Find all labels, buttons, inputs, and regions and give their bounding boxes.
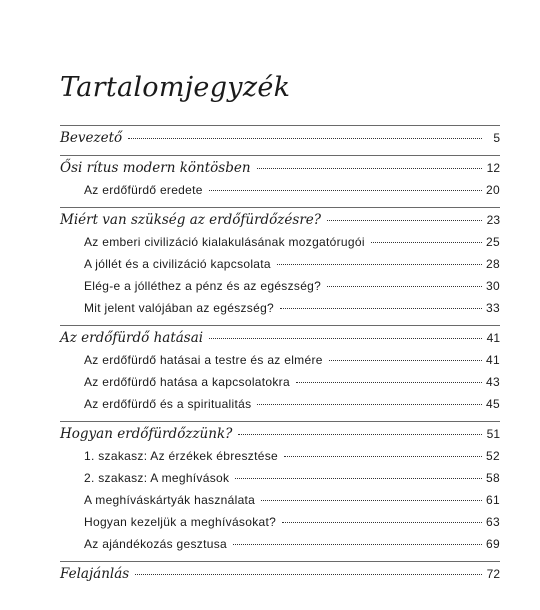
toc-page-number: 23	[486, 213, 500, 227]
toc-page-number: 58	[486, 471, 500, 485]
toc-entry-label: Miért van szükség az erdőfürdőzésre?	[60, 212, 322, 228]
toc-entry-label: Hogyan kezeljük a meghívásokat?	[84, 515, 277, 529]
toc-page-number: 52	[486, 449, 500, 463]
dot-leader	[280, 308, 482, 309]
dot-leader	[261, 500, 482, 501]
toc-chapter-entry[interactable]	[60, 563, 500, 585]
toc-page-number: 45	[486, 397, 500, 411]
toc-page-number: 51	[486, 427, 500, 441]
toc-section	[60, 207, 500, 319]
toc-page-number: 63	[486, 515, 500, 529]
toc-chapter-entry[interactable]	[60, 157, 500, 179]
toc-page-number: 12	[486, 161, 500, 175]
toc-page-number: 30	[486, 279, 500, 293]
toc-entry-label: Az erdőfürdő hatásai	[60, 330, 204, 346]
toc-page-number: 41	[486, 331, 500, 345]
toc-entry-label: Ősi rítus modern köntösben	[60, 160, 251, 176]
toc-entry-label: Az ajándékozás gesztusa	[84, 537, 227, 551]
toc-section	[60, 561, 500, 585]
dot-leader	[209, 190, 482, 191]
dot-leader	[238, 434, 482, 435]
dot-leader	[235, 478, 482, 479]
toc-entry-label: 1. szakasz: Az érzékek ébresztése	[84, 449, 278, 463]
toc-page-number: 41	[486, 353, 500, 367]
toc-entry-label: Felajánlás	[60, 566, 130, 582]
toc-entry-label: Az erdőfürdő és a spiritualitás	[84, 397, 252, 411]
toc-entry-label: A jóllét és a civilizáció kapcsolata	[84, 257, 271, 271]
toc-section	[60, 325, 500, 415]
toc-page-number: 25	[486, 235, 500, 249]
toc-subentry[interactable]	[60, 231, 500, 253]
toc-page-number: 5	[493, 131, 500, 145]
toc-entry-label: A meghíváskártyák használata	[84, 493, 256, 507]
toc-subentry[interactable]	[60, 253, 500, 275]
dot-leader	[327, 286, 482, 287]
toc-section	[60, 421, 500, 555]
toc-subentry[interactable]	[60, 297, 500, 319]
toc-page-number: 43	[486, 375, 500, 389]
toc-entry-label: Az erdőfürdő hatásai a testre és az elmére	[84, 353, 323, 367]
toc-chapter-entry[interactable]	[60, 127, 500, 149]
toc-page-number: 28	[486, 257, 500, 271]
toc-chapter-entry[interactable]	[60, 209, 500, 231]
toc-subentry[interactable]	[60, 511, 500, 533]
toc-subentry[interactable]	[60, 489, 500, 511]
toc-subentry[interactable]	[60, 371, 500, 393]
dot-leader	[135, 574, 482, 575]
toc-chapter-entry[interactable]	[60, 327, 500, 349]
dot-leader	[282, 522, 482, 523]
dot-leader	[233, 544, 482, 545]
toc-section	[60, 155, 500, 201]
dot-leader	[257, 404, 482, 405]
toc-entry-label: Elég-e a jólléthez a pénz és az egészség?	[84, 279, 322, 293]
dot-leader	[128, 138, 482, 139]
toc-subentry[interactable]	[60, 275, 500, 297]
dot-leader	[329, 360, 482, 361]
toc-entry-label: Az erdőfürdő eredete	[84, 183, 203, 197]
table-of-contents	[60, 125, 500, 585]
toc-entry-label: Az erdőfürdő hatása a kapcsolatokra	[84, 375, 290, 389]
dot-leader	[209, 338, 482, 339]
dot-leader	[277, 264, 482, 265]
toc-subentry[interactable]	[60, 467, 500, 489]
page-title: Tartalomjegyzék	[60, 72, 291, 103]
toc-subentry[interactable]	[60, 349, 500, 371]
toc-chapter-entry[interactable]	[60, 423, 500, 445]
toc-section	[60, 125, 500, 149]
toc-subentry[interactable]	[60, 393, 500, 415]
toc-page-number: 33	[486, 301, 500, 315]
toc-page-number: 20	[486, 183, 500, 197]
dot-leader	[296, 382, 482, 383]
toc-entry-label: Az emberi civilizáció kialakulásának mozgatórugói	[84, 235, 365, 249]
toc-entry-label: Bevezető	[60, 130, 123, 146]
toc-page-number: 72	[486, 567, 500, 581]
toc-subentry[interactable]	[60, 179, 500, 201]
toc-subentry[interactable]	[60, 445, 500, 467]
toc-page-number: 69	[486, 537, 500, 551]
toc-entry-label: Hogyan erdőfürdőzzünk?	[60, 426, 233, 442]
toc-entry-label: 2. szakasz: A meghívások	[84, 471, 230, 485]
dot-leader	[257, 168, 482, 169]
toc-subentry[interactable]	[60, 533, 500, 555]
dot-leader	[371, 242, 482, 243]
toc-page-number: 61	[486, 493, 500, 507]
dot-leader	[284, 456, 482, 457]
toc-entry-label: Mit jelent valójában az egészség?	[84, 301, 275, 315]
dot-leader	[327, 220, 482, 221]
